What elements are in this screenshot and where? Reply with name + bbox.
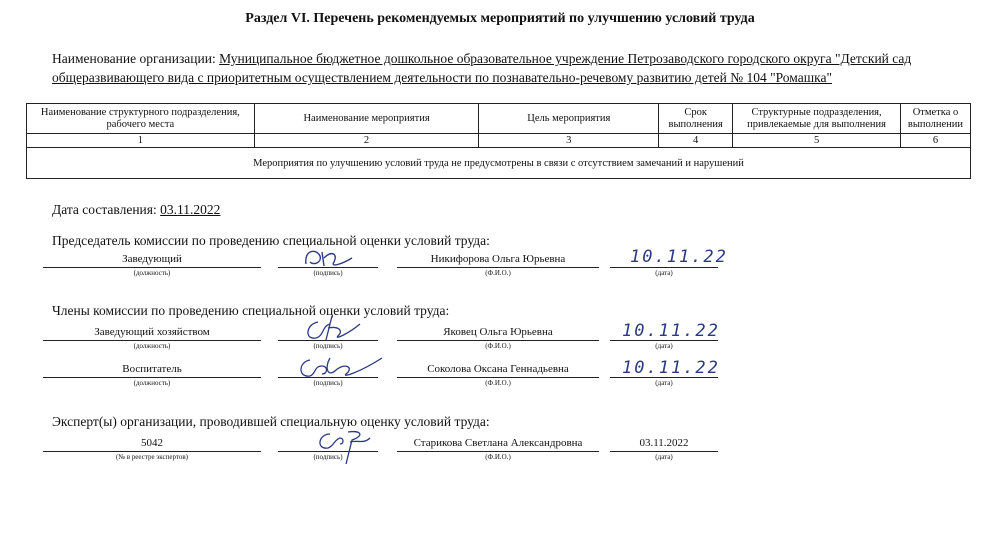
column-number: 1: [27, 134, 255, 148]
position-caption: (должность): [133, 269, 171, 277]
date-caption: (дата): [655, 379, 673, 387]
fio-caption: (Ф.И.О.): [485, 453, 511, 461]
header-departments: Структурные подразделения, привлекаемые для выполнения: [733, 104, 901, 134]
expert-heading: Эксперт(ы) организации, проводившей специальную оценку условий труда:: [52, 414, 490, 429]
column-number: 6: [900, 134, 970, 148]
header-completion-mark: Отметка о выполнении: [900, 104, 970, 134]
signature-caption: (подпись): [313, 379, 343, 387]
member-1-position: Заведующий хозяйством: [43, 326, 261, 341]
chair-date: 10.11.22: [630, 247, 728, 267]
chair-position: Заведующий: [43, 253, 261, 268]
member-2-position: Воспитатель: [43, 363, 261, 378]
fio-caption: (Ф.И.О.): [485, 269, 511, 277]
member-1-name: Яковец Ольга Юрьевна: [397, 326, 599, 341]
expert-date: 03.11.2022: [610, 437, 718, 452]
organization-block: [52, 49, 962, 87]
expert-name: Старикова Светлана Александровна: [397, 437, 599, 452]
member-2-signature: [294, 352, 386, 382]
signature-caption: (подпись): [313, 342, 343, 350]
expert-registry-number: 5042: [43, 437, 261, 452]
position-caption: (должность): [133, 342, 171, 350]
registry-caption: (№ в реестре экспертов): [115, 453, 188, 461]
header-deadline: Срок выполнения: [659, 104, 733, 134]
column-number: 3: [479, 134, 659, 148]
table-note: Мероприятия по улучшению условий труда не предусмотрены в связи с отсутствием замечаний и нарушений: [27, 148, 971, 179]
column-number: 4: [659, 134, 733, 148]
fio-caption: (Ф.И.О.): [485, 342, 511, 350]
header-subdivision: Наименование структурного подразделения, рабочего места: [27, 104, 255, 134]
header-goal: Цель мероприятия: [479, 104, 659, 134]
chair-signature: [298, 244, 358, 272]
position-caption: (должность): [133, 379, 171, 387]
date-caption: (дата): [655, 269, 673, 277]
column-number: 2: [254, 134, 479, 148]
column-number: 5: [733, 134, 901, 148]
date-caption: (дата): [655, 342, 673, 350]
fio-caption: (Ф.И.О.): [485, 379, 511, 387]
expert-signature: [312, 424, 374, 468]
signature-caption: (подпись): [313, 269, 343, 277]
chair-heading: Председатель комиссии по проведению специальной оценки условий труда:: [52, 233, 490, 248]
compile-date-label: Дата составления:: [52, 202, 157, 217]
page-title: Раздел VI. Перечень рекомендуемых мероприятий по улучшению условий труда: [245, 11, 755, 26]
chair-name: Никифорова Ольга Юрьевна: [397, 253, 599, 268]
organization-name: Муниципальное бюджетное дошкольное образовательное учреждение Петрозаводского городского округа "Детский сад общеразвивающего вида с приоритетным осуществлением деятельности по познавательно-речевому развитию детей № 104 "Ромашка": [52, 51, 912, 85]
organization-label: Наименование организации:: [52, 51, 216, 66]
members-heading: Члены комиссии по проведению специальной оценки условий труда:: [52, 303, 450, 318]
member-2-name: Соколова Оксана Геннадьевна: [397, 363, 599, 378]
signature-caption: (подпись): [313, 453, 343, 461]
member-1-signature: [298, 312, 364, 344]
date-caption: (дата): [655, 453, 673, 461]
header-measure: Наименование мероприятия: [254, 104, 479, 134]
member-2-date: 10.11.22: [622, 358, 720, 378]
compile-date: [52, 202, 220, 218]
measures-table: [26, 103, 971, 179]
member-1-date: 10.11.22: [622, 321, 720, 341]
compile-date-value: 03.11.2022: [160, 202, 221, 217]
